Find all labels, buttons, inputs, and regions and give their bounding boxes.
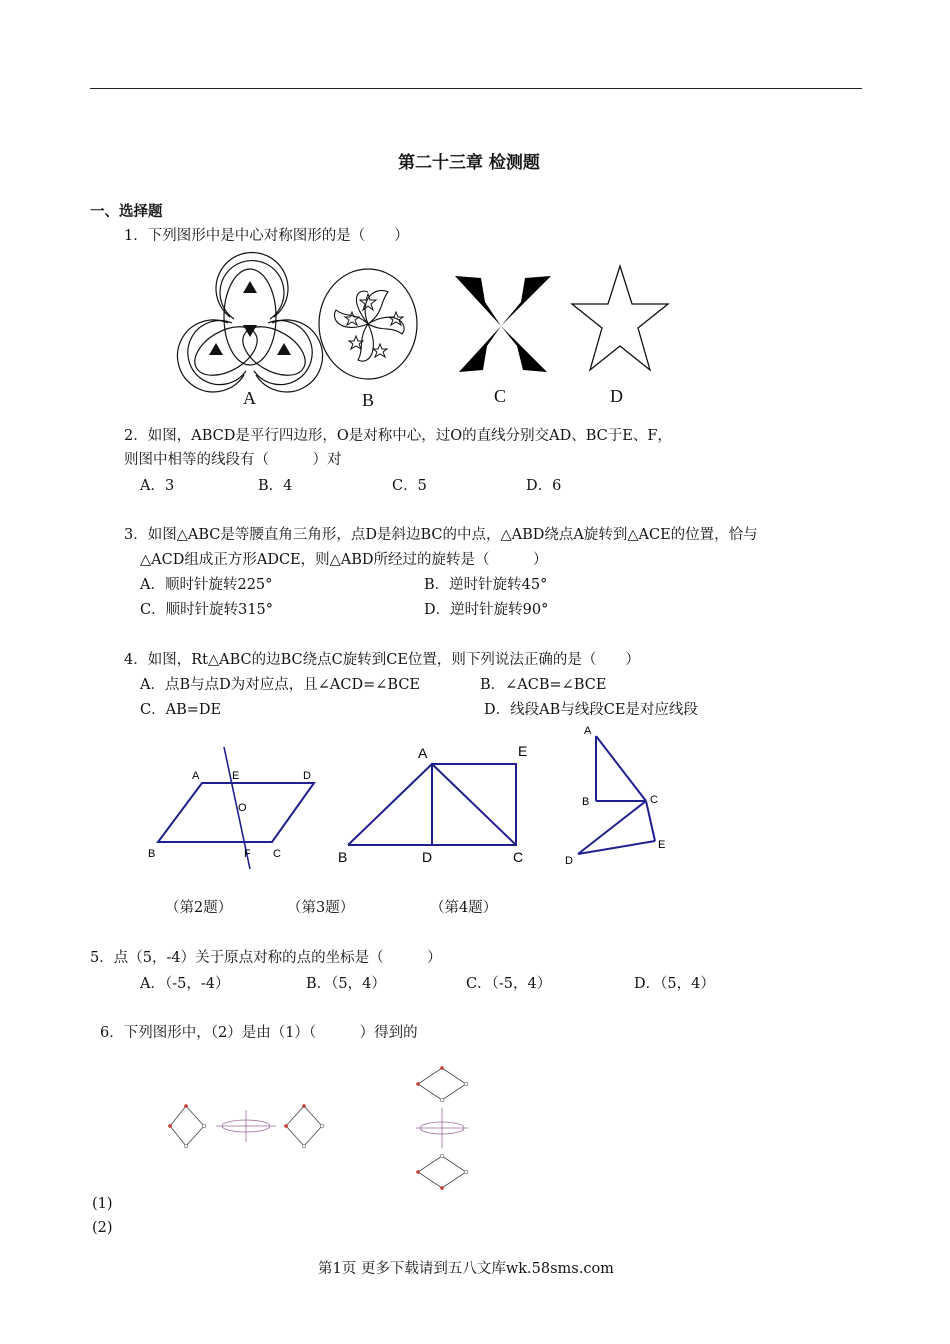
q4-line1: 4．如图，Rt△ABC的边BC绕点C旋转到CE位置，则下列说法正确的是（ ） <box>124 652 640 668</box>
q3-option-d: D．逆时针旋转90° <box>424 602 549 618</box>
fig2-label-b: B <box>148 848 156 860</box>
q5-option-a: A．（-5，-4） <box>140 976 230 992</box>
fig3-label-c: C <box>513 849 524 865</box>
fig3-square <box>336 740 536 868</box>
fig2-label-o: O <box>238 802 247 814</box>
q2-line2: 则图中相等的线段有（ ）对 <box>124 452 342 468</box>
q2-option-a: A．3 <box>140 478 175 494</box>
fig2-label-a: A <box>192 770 200 782</box>
fig4-label-a: A <box>584 725 592 737</box>
page-title: 第二十三章 检测题 <box>398 153 540 173</box>
header-rule <box>90 88 862 89</box>
q6-figure-2 <box>412 1062 474 1190</box>
q1-figure-b <box>318 268 422 384</box>
q1-label-d: D <box>610 386 623 406</box>
fig2-parallelogram <box>140 745 330 870</box>
q3-line1: 3．如图△ABC是等腰直角三角形，点D是斜边BC的中点，△ABD绕点A旋转到△ACE的位置，恰与 <box>124 527 758 543</box>
q2-option-d: D．6 <box>526 478 562 494</box>
q4-option-c: C．AB=DE <box>140 702 222 718</box>
fig4-rotation <box>560 720 680 870</box>
section-heading: 一、选择题 <box>90 203 163 220</box>
fig3-label-b: B <box>338 849 348 865</box>
q1-label-c: C <box>494 386 507 406</box>
q3-option-c: C．顺时针旋转315° <box>140 602 274 618</box>
q5-option-c: C．（-5，4） <box>466 976 552 992</box>
q3-line2: △ACD组成正方形ADCE，则△ABD所经过的旋转是（ ） <box>140 552 548 568</box>
q5-stem: 5．点（5，-4）关于原点对称的点的坐标是（ ） <box>90 950 442 966</box>
q6-label-2: (2) <box>92 1220 113 1236</box>
q1-label-b: B <box>362 390 375 410</box>
fig2-label-e: E <box>232 770 240 782</box>
caption-q2: （第2题） <box>165 900 233 916</box>
q2-option-c: C．5 <box>392 478 427 494</box>
fig3-label-a: A <box>418 745 428 761</box>
q2-line1: 2．如图，ABCD是平行四边形，O是对称中心，过O的直线分别交AD、BC于E、F， <box>124 428 672 444</box>
q4-option-d: D．线段AB与线段CE是对应线段 <box>484 702 698 718</box>
q1-label-a: A <box>243 388 256 408</box>
q6-label-1: (1) <box>92 1196 113 1212</box>
q1-figure-a <box>190 255 310 385</box>
q6-figure-1 <box>164 1100 336 1154</box>
fig4-label-d: D <box>565 855 573 867</box>
fig2-label-f: F <box>244 848 251 860</box>
fig4-label-b: B <box>582 796 590 808</box>
caption-q3: （第3题） <box>287 900 355 916</box>
fig4-label-c: C <box>650 794 658 806</box>
q5-option-d: D．（5，4） <box>634 976 715 992</box>
q3-option-a: A．顺时针旋转225° <box>140 577 273 593</box>
q6-stem: 6．下列图形中，（2）是由（1）（ ）得到的 <box>100 1025 418 1041</box>
fig3-label-e: E <box>518 743 528 759</box>
q1-stem: 1．下列图形中是中心对称图形的是（ ） <box>124 228 409 244</box>
page-footer: 第1页 更多下载请到五八文库wk.58sms.com <box>318 1261 614 1277</box>
q4-option-b: B．∠ACB=∠BCE <box>480 677 607 693</box>
caption-q4: （第4题） <box>430 900 498 916</box>
q2-option-b: B．4 <box>258 478 293 494</box>
fig3-label-d: D <box>422 849 433 865</box>
q4-option-a: A．点B与点D为对应点，且∠ACD=∠BCE <box>140 677 420 693</box>
q3-option-b: B．逆时针旋转45° <box>424 577 548 593</box>
q5-option-b: B．（5，4） <box>306 976 386 992</box>
q1-figure-c <box>455 274 551 374</box>
q1-figure-d <box>570 264 670 374</box>
fig2-label-c: C <box>273 848 281 860</box>
fig4-label-e: E <box>658 839 666 851</box>
fig2-label-d: D <box>303 770 311 782</box>
